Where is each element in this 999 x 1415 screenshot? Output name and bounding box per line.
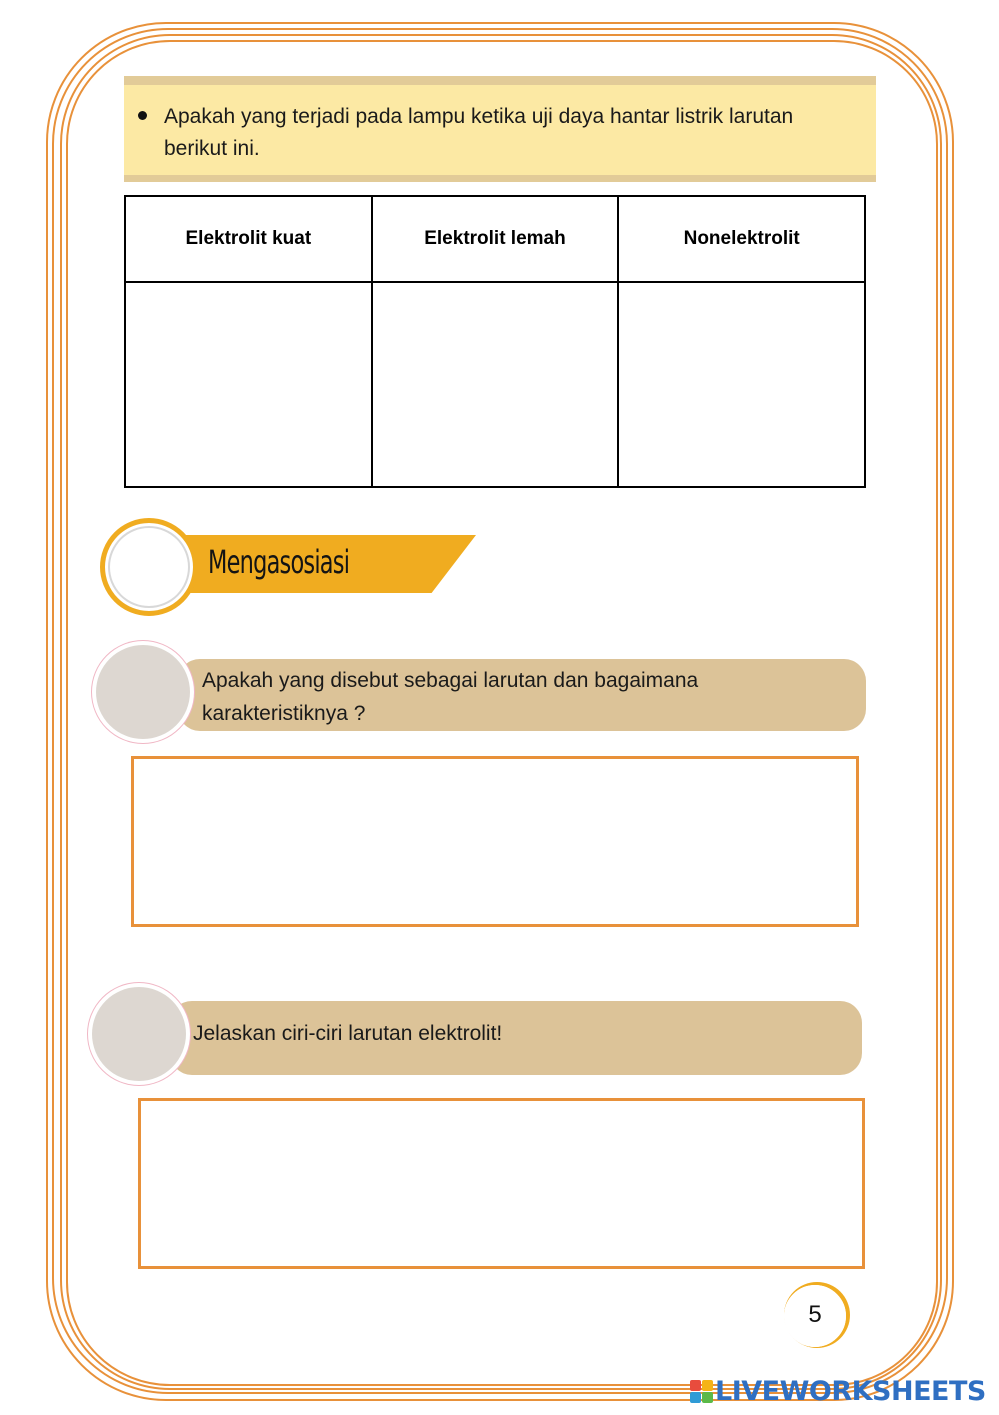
table-header-strong-electrolyte: Elektrolit kuat [125, 196, 372, 282]
liveworksheets-logo [690, 1374, 986, 1408]
instruction-banner [124, 76, 876, 182]
section-circle-icon [100, 518, 198, 616]
section-title: Mengasosiasi [208, 543, 350, 581]
question-1-circle-icon [96, 645, 190, 739]
answer-cell-weak[interactable] [372, 282, 619, 487]
answer-cell-non[interactable] [618, 282, 865, 487]
liveworksheets-wordmark: LIVEWORKSHEETS [715, 1375, 986, 1407]
question-1-text: Apakah yang disebut sebagai larutan dan bagaimana karakteristiknya ? [202, 669, 699, 725]
observation-table [124, 195, 866, 488]
answer-box-1[interactable] [131, 756, 859, 927]
answer-box-2[interactable] [138, 1098, 865, 1269]
liveworksheets-grid-icon [690, 1380, 713, 1403]
table-header-nonelectrolyte: Nonelektrolit [618, 196, 865, 282]
question-2-circle-icon [92, 987, 186, 1081]
bullet-icon [138, 111, 147, 120]
table-header-weak-electrolyte: Elektrolit lemah [372, 196, 619, 282]
answer-cell-strong[interactable] [125, 282, 372, 487]
page-number: 5 [784, 1285, 846, 1347]
question-2-text: Jelaskan ciri-ciri larutan elektrolit! [193, 1022, 503, 1045]
instruction-text: Apakah yang terjadi pada lampu ketika uji daya hantar listrik larutan berikut ini. [164, 105, 794, 160]
table-header-row [125, 196, 865, 282]
table-row [125, 282, 865, 487]
